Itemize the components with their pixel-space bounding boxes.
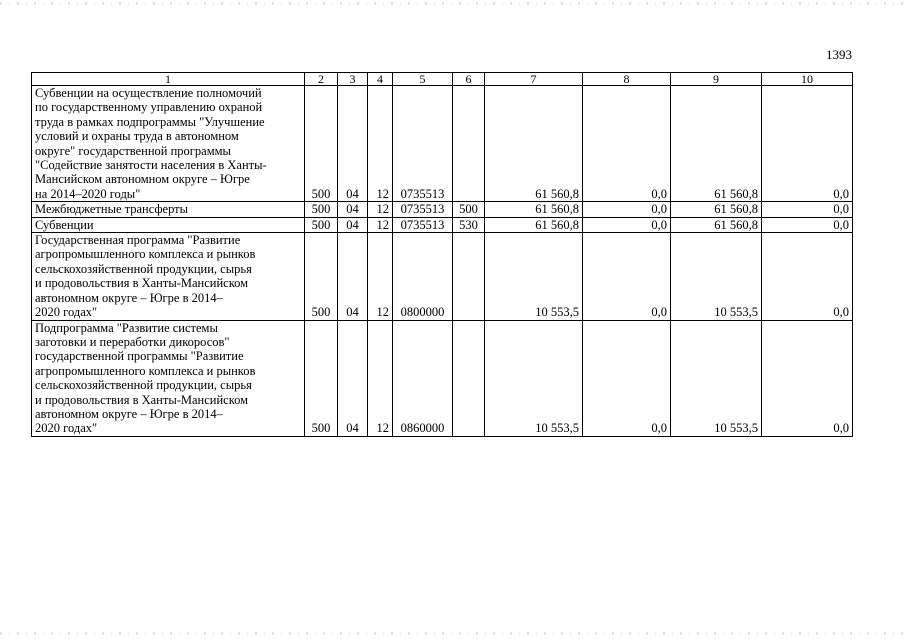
cell-col5: 0735513 — [393, 217, 453, 232]
header-cell: 8 — [583, 73, 671, 86]
cell-col10: 0,0 — [762, 217, 853, 232]
cell-col3: 04 — [338, 202, 368, 217]
header-cell: 3 — [338, 73, 368, 86]
cell-col10: 0,0 — [762, 233, 853, 320]
cell-col8: 0,0 — [583, 86, 671, 202]
cell-col10: 0,0 — [762, 202, 853, 217]
cell-col5: 0800000 — [393, 233, 453, 320]
header-cell: 4 — [368, 73, 393, 86]
cell-col6 — [453, 233, 485, 320]
cell-col9: 10 553,5 — [671, 233, 762, 320]
cell-col7: 61 560,8 — [485, 217, 583, 232]
row-description: Подпрограмма "Развитие системы заготовки и переработки дикоросов" государственной программы "Развитие агропромышленного комплекса и рынков сельскохозяйственной продукции, сырья и продовольствия в Ханты-Мансийском автономном округе – Югре в 2014– 2020 годах" — [32, 320, 305, 436]
cell-col3: 04 — [338, 320, 368, 436]
scan-noise-top — [0, 2, 905, 5]
cell-col4: 12 — [368, 217, 393, 232]
cell-col3: 04 — [338, 217, 368, 232]
cell-col6: 530 — [453, 217, 485, 232]
table-row — [32, 202, 853, 217]
cell-col2: 500 — [305, 320, 338, 436]
cell-col4: 12 — [368, 233, 393, 320]
scan-noise-bottom — [0, 632, 905, 635]
page-number: 1393 — [826, 47, 852, 62]
table-row — [32, 320, 853, 436]
cell-col6 — [453, 320, 485, 436]
cell-col2: 500 — [305, 202, 338, 217]
cell-col4: 12 — [368, 202, 393, 217]
cell-col10: 0,0 — [762, 86, 853, 202]
cell-col10: 0,0 — [762, 320, 853, 436]
header-cell: 6 — [453, 73, 485, 86]
cell-col8: 0,0 — [583, 233, 671, 320]
cell-col4: 12 — [368, 86, 393, 202]
row-description: Государственная программа "Развитие агропромышленного комплекса и рынков сельскохозяйственной продукции, сырья и продовольствия в Ханты-Мансийском автономном округе – Югре в 2014– 2020 годах" — [32, 233, 305, 320]
row-description: Субвенции на осуществление полномочий по государственному управлению охраной труда в рамках подпрограммы "Улучшение условий и охраны труда в автономном округе" государственной программы "Содействие занятости населения в Ханты- Мансийском автономном округе – Югре на 2014–2020 годы" — [32, 86, 305, 202]
cell-col5: 0860000 — [393, 320, 453, 436]
header-cell: 1 — [32, 73, 305, 86]
cell-col2: 500 — [305, 217, 338, 232]
cell-col2: 500 — [305, 233, 338, 320]
cell-col8: 0,0 — [583, 217, 671, 232]
budget-table — [31, 72, 853, 437]
cell-col9: 61 560,8 — [671, 217, 762, 232]
header-cell: 5 — [393, 73, 453, 86]
cell-col7: 10 553,5 — [485, 233, 583, 320]
header-cell: 9 — [671, 73, 762, 86]
cell-col8: 0,0 — [583, 320, 671, 436]
cell-col2: 500 — [305, 86, 338, 202]
header-cell: 10 — [762, 73, 853, 86]
header-cell: 2 — [305, 73, 338, 86]
row-description: Субвенции — [32, 217, 305, 232]
table-row — [32, 86, 853, 202]
cell-col8: 0,0 — [583, 202, 671, 217]
table-row — [32, 217, 853, 232]
table-row — [32, 233, 853, 320]
cell-col7: 10 553,5 — [485, 320, 583, 436]
cell-col5: 0735513 — [393, 86, 453, 202]
cell-col9: 10 553,5 — [671, 320, 762, 436]
cell-col4: 12 — [368, 320, 393, 436]
cell-col7: 61 560,8 — [485, 202, 583, 217]
header-cell: 7 — [485, 73, 583, 86]
cell-col6: 500 — [453, 202, 485, 217]
cell-col5: 0735513 — [393, 202, 453, 217]
cell-col3: 04 — [338, 86, 368, 202]
cell-col7: 61 560,8 — [485, 86, 583, 202]
cell-col3: 04 — [338, 233, 368, 320]
cell-col9: 61 560,8 — [671, 86, 762, 202]
cell-col6 — [453, 86, 485, 202]
row-description: Межбюджетные трансферты — [32, 202, 305, 217]
cell-col9: 61 560,8 — [671, 202, 762, 217]
table-header-row — [32, 73, 853, 86]
